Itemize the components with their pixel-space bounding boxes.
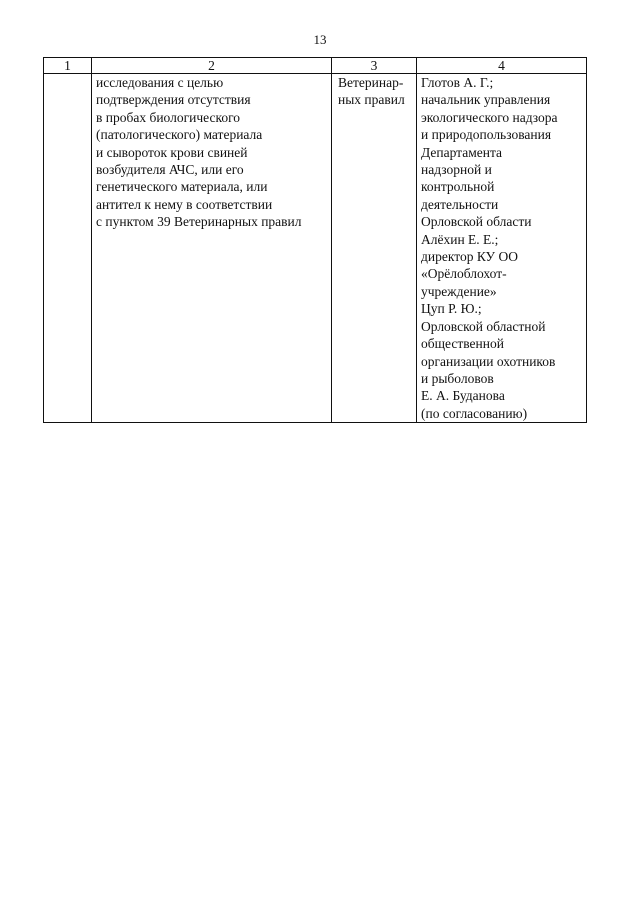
responsible-line: и природопользования: [421, 127, 552, 143]
responsible-line: Алёхин Е. Е.;: [421, 231, 499, 247]
responsible-line: «Орёлоблохот-: [421, 266, 507, 282]
activity-line: исследования с целью: [96, 75, 224, 90]
responsible-line: организации охотников: [421, 353, 556, 369]
responsible-line: (по согласованию): [421, 405, 528, 421]
responsible-line: Глотов А. Г.;: [421, 75, 494, 90]
cell-responsible: [417, 74, 587, 423]
activity-line: (патологического) материала: [96, 127, 263, 143]
responsible-line: Е. А. Буданова: [421, 388, 505, 404]
deadline-line: Ветеринар-: [338, 75, 404, 90]
cell-activity: [92, 74, 332, 423]
responsible-line: деятельности: [421, 196, 499, 212]
activities-table: [43, 57, 587, 423]
activity-line: в пробах биологического: [96, 109, 241, 125]
activity-line: с пунктом 39 Ветеринарных правил: [96, 214, 302, 230]
column-header-1: 1: [44, 58, 92, 74]
responsible-line: Орловской области: [421, 214, 532, 230]
responsible-line: директор КУ ОО: [421, 249, 518, 265]
responsible-line: и рыболовов: [421, 370, 494, 386]
responsible-line: учреждение»: [421, 283, 497, 299]
activity-line: возбудителя АЧС, или его: [96, 162, 244, 178]
responsible-line: Департамента: [421, 144, 503, 160]
table-header-row: [44, 58, 587, 74]
table-row: [44, 74, 587, 423]
responsible-line: Орловской областной: [421, 318, 546, 334]
responsible-line: экологического надзора: [421, 109, 558, 125]
deadline-line: ных правил: [338, 92, 405, 108]
activity-line: и сывороток крови свиней: [96, 144, 248, 160]
column-header-2: 2: [92, 58, 332, 74]
cell-deadline: [332, 74, 417, 423]
activity-line: генетического материала, или: [96, 179, 268, 195]
responsible-line: общественной: [421, 336, 504, 352]
responsible-line: начальник управления: [421, 92, 551, 108]
cell-number: [44, 74, 92, 423]
activity-line: антител к нему в соответствии: [96, 196, 273, 212]
responsible-line: надзорной и: [421, 162, 492, 178]
activity-line: подтверждения отсутствия: [96, 92, 251, 108]
responsible-line: Цуп Р. Ю.;: [421, 301, 482, 317]
page-number: 13: [313, 32, 327, 47]
column-header-4: 4: [417, 58, 587, 74]
responsible-line: контрольной: [421, 179, 495, 195]
column-header-3: 3: [332, 58, 417, 74]
